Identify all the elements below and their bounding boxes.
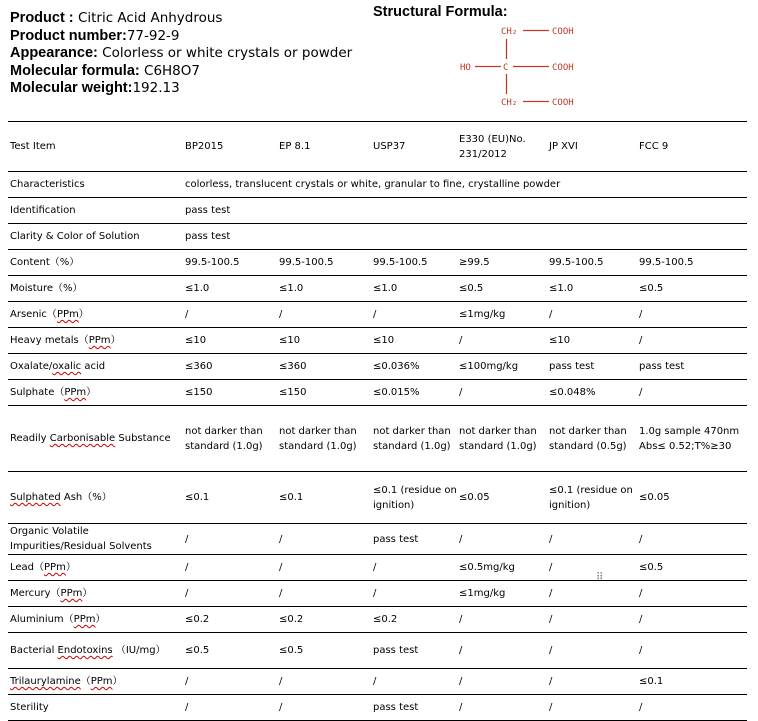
table-cell: ≤0.1 (residue on ignition) [371,472,457,524]
header-usp37: USP37 [371,122,457,172]
header-fcc9: FCC 9 [637,122,747,172]
row-label: Bacterial Endotoxins （IU/mg） [8,633,183,669]
table-cell: ≤0.015% [371,380,457,406]
table-cell: / [183,581,277,607]
appearance-row [10,45,352,63]
table-cell: / [637,581,747,607]
table-cell: ≤0.5 [637,555,747,581]
product-name-row [10,10,352,28]
table-cell: ≤0.05 [637,472,747,524]
row-label: Readily Carbonisable Substance [8,406,183,472]
row-label: Clarity & Color of Solution [8,224,183,250]
structural-formula-title: Structural Formula: [373,4,508,20]
product-info [10,10,352,98]
table-cell: / [457,607,547,633]
table-cell: / [547,695,637,721]
table-cell: ≤0.5 [457,276,547,302]
table-row [8,524,747,555]
table-cell: / [457,669,547,695]
row-label: Aluminium（PPm） [8,607,183,633]
table-cell: pass test [371,695,457,721]
specification-table [8,121,747,721]
table-row [8,224,747,250]
table-cell: ≤0.5 [277,633,371,669]
molecular-formula-value: C6H8O7 [144,62,200,79]
drag-handle-icon[interactable]: ⠿ [596,572,603,583]
table-cell: ≤10 [277,328,371,354]
table-cell: ≤0.1 [183,472,277,524]
table-cell: ≤0.2 [183,607,277,633]
table-cell: / [547,607,637,633]
row-label: Content（%） [8,250,183,276]
table-header-row [8,122,747,172]
table-cell: / [277,302,371,328]
table-cell: ≤0.036% [371,354,457,380]
table-cell: / [457,380,547,406]
table-row [8,695,747,721]
product-number-row [10,28,352,46]
table-cell: ≤0.2 [277,607,371,633]
table-row [8,406,747,472]
table-cell: ≤10 [371,328,457,354]
row-label: Characteristics [8,172,183,198]
table-cell: / [457,633,547,669]
table-cell: / [457,328,547,354]
table-cell: ≤1.0 [277,276,371,302]
table-row [8,380,747,406]
table-cell: / [371,555,457,581]
table-cell: ≤1mg/kg [457,302,547,328]
table-cell: 99.5-100.5 [637,250,747,276]
table-cell: ≤0.1 (residue on ignition) [547,472,637,524]
molecular-formula-label: Molecular formula: [10,62,140,79]
table-cell: / [457,695,547,721]
table-cell: / [277,581,371,607]
table-cell: not darker than standard (1.0g) [457,406,547,472]
table-cell: / [183,302,277,328]
table-cell: / [371,302,457,328]
identification-value: pass test [183,198,747,224]
row-label: Sterility [8,695,183,721]
table-cell: / [547,581,637,607]
molecular-weight-label: Molecular weight: [10,80,133,96]
table-cell: ≤0.05 [457,472,547,524]
table-cell: ≤150 [277,380,371,406]
product-name-label: Product : [10,10,74,26]
molecular-weight-value: 192.13 [132,80,180,96]
cooh-top-label: COOH [552,27,574,37]
table-row [8,581,747,607]
table-cell: / [183,555,277,581]
table-cell: ≤0.5mg/kg [457,555,547,581]
table-cell: 99.5-100.5 [183,250,277,276]
table-cell: / [277,695,371,721]
header-test-item: Test Item [8,122,183,172]
table-cell: pass test [637,354,747,380]
clarity-value: pass test [183,224,747,250]
appearance-label: Appearance: [10,45,98,61]
table-cell: ≤10 [183,328,277,354]
table-cell: / [637,328,747,354]
header-ep81: EP 8.1 [277,122,371,172]
table-row [8,328,747,354]
appearance-value: Colorless or white crystals or powder [102,45,353,61]
table-row [8,555,747,581]
molecular-formula-row [10,63,352,81]
table-cell: ≤0.2 [371,607,457,633]
table-cell: not darker than standard (1.0g) [183,406,277,472]
table-cell: / [371,581,457,607]
table-cell: pass test [371,633,457,669]
table-cell: not darker than standard (1.0g) [277,406,371,472]
table-cell: ≤100mg/kg [457,354,547,380]
row-label: Identification [8,198,183,224]
row-label: Oxalate/oxalic acid [8,354,183,380]
table-row [8,669,747,695]
table-cell: ≥99.5 [457,250,547,276]
cooh-bottom-label: COOH [552,98,574,108]
table-row [8,472,747,524]
table-row [8,276,747,302]
table-row [8,633,747,669]
table-row [8,354,747,380]
row-label: Moisture（%） [8,276,183,302]
row-label: Sulphated Ash（%） [8,472,183,524]
table-cell: ≤1.0 [183,276,277,302]
table-cell: pass test [371,524,457,555]
ch2-top-label: CH₂ [501,27,518,37]
characteristics-value: colorless, translucent crystals or white, granular to fine, crystalline powder [183,172,747,198]
product-number-label: Product number: [10,27,127,44]
table-cell: / [547,524,637,555]
header-jp-xvi: JP XVI [547,122,637,172]
table-cell: 99.5-100.5 [277,250,371,276]
table-row [8,250,747,276]
table-cell: ≤150 [183,380,277,406]
table-cell: / [277,669,371,695]
table-row [8,172,747,198]
table-cell: 99.5-100.5 [371,250,457,276]
table-cell: pass test [547,354,637,380]
ho-label: HO [460,63,471,73]
molecular-weight-row [10,80,352,98]
table-cell: / [547,555,637,581]
cooh-mid-label: COOH [552,63,574,73]
table-cell: / [457,524,547,555]
table-cell: / [637,633,747,669]
product-number-value: 77-92-9 [126,27,180,44]
table-cell: / [637,302,747,328]
row-label: Mercury（PPm） [8,581,183,607]
table-cell: / [371,669,457,695]
structural-formula-diagram [455,22,595,114]
row-label: Sulphate（PPm） [8,380,183,406]
header-e330: E330 (EU)No. 231/2012 [457,122,547,172]
table-cell: ≤10 [547,328,637,354]
table-cell: ≤1.0 [371,276,457,302]
table-row [8,302,747,328]
table-cell: / [637,524,747,555]
table-cell: not darker than standard (0.5g) [547,406,637,472]
table-cell: 99.5-100.5 [547,250,637,276]
row-label: Arsenic（PPm） [8,302,183,328]
table-cell: ≤360 [183,354,277,380]
table-cell: ≤1mg/kg [457,581,547,607]
table-cell: / [637,695,747,721]
table-row [8,198,747,224]
row-label: Lead（PPm） [8,555,183,581]
ch2-bottom-label: CH₂ [501,98,518,108]
table-row [8,607,747,633]
table-cell: / [637,380,747,406]
table-cell: not darker than standard (1.0g) [371,406,457,472]
table-cell: ≤0.048% [547,380,637,406]
table-cell: 1.0g sample 470nm Abs≤ 0.52;T%≥30 [637,406,747,472]
table-cell: / [277,555,371,581]
table-cell: ≤0.5 [637,276,747,302]
table-cell: / [547,669,637,695]
table-cell: / [637,607,747,633]
table-cell: / [183,695,277,721]
header-bp2015: BP2015 [183,122,277,172]
table-cell: ≤1.0 [547,276,637,302]
row-label: Trilaurylamine（PPm） [8,669,183,695]
table-cell: / [183,669,277,695]
table-cell: ≤360 [277,354,371,380]
table-cell: / [277,524,371,555]
table-cell: ≤0.1 [277,472,371,524]
row-label: Heavy metals（PPm） [8,328,183,354]
table-cell: ≤0.1 [637,669,747,695]
product-name-value: Citric Acid Anhydrous [77,10,223,26]
table-cell: / [183,524,277,555]
table-cell: ≤0.5 [183,633,277,669]
row-label: Organic Volatile Impurities/Residual Solvents [8,524,183,555]
table-cell: / [547,302,637,328]
table-cell: / [547,633,637,669]
central-carbon-label: C [503,63,509,73]
